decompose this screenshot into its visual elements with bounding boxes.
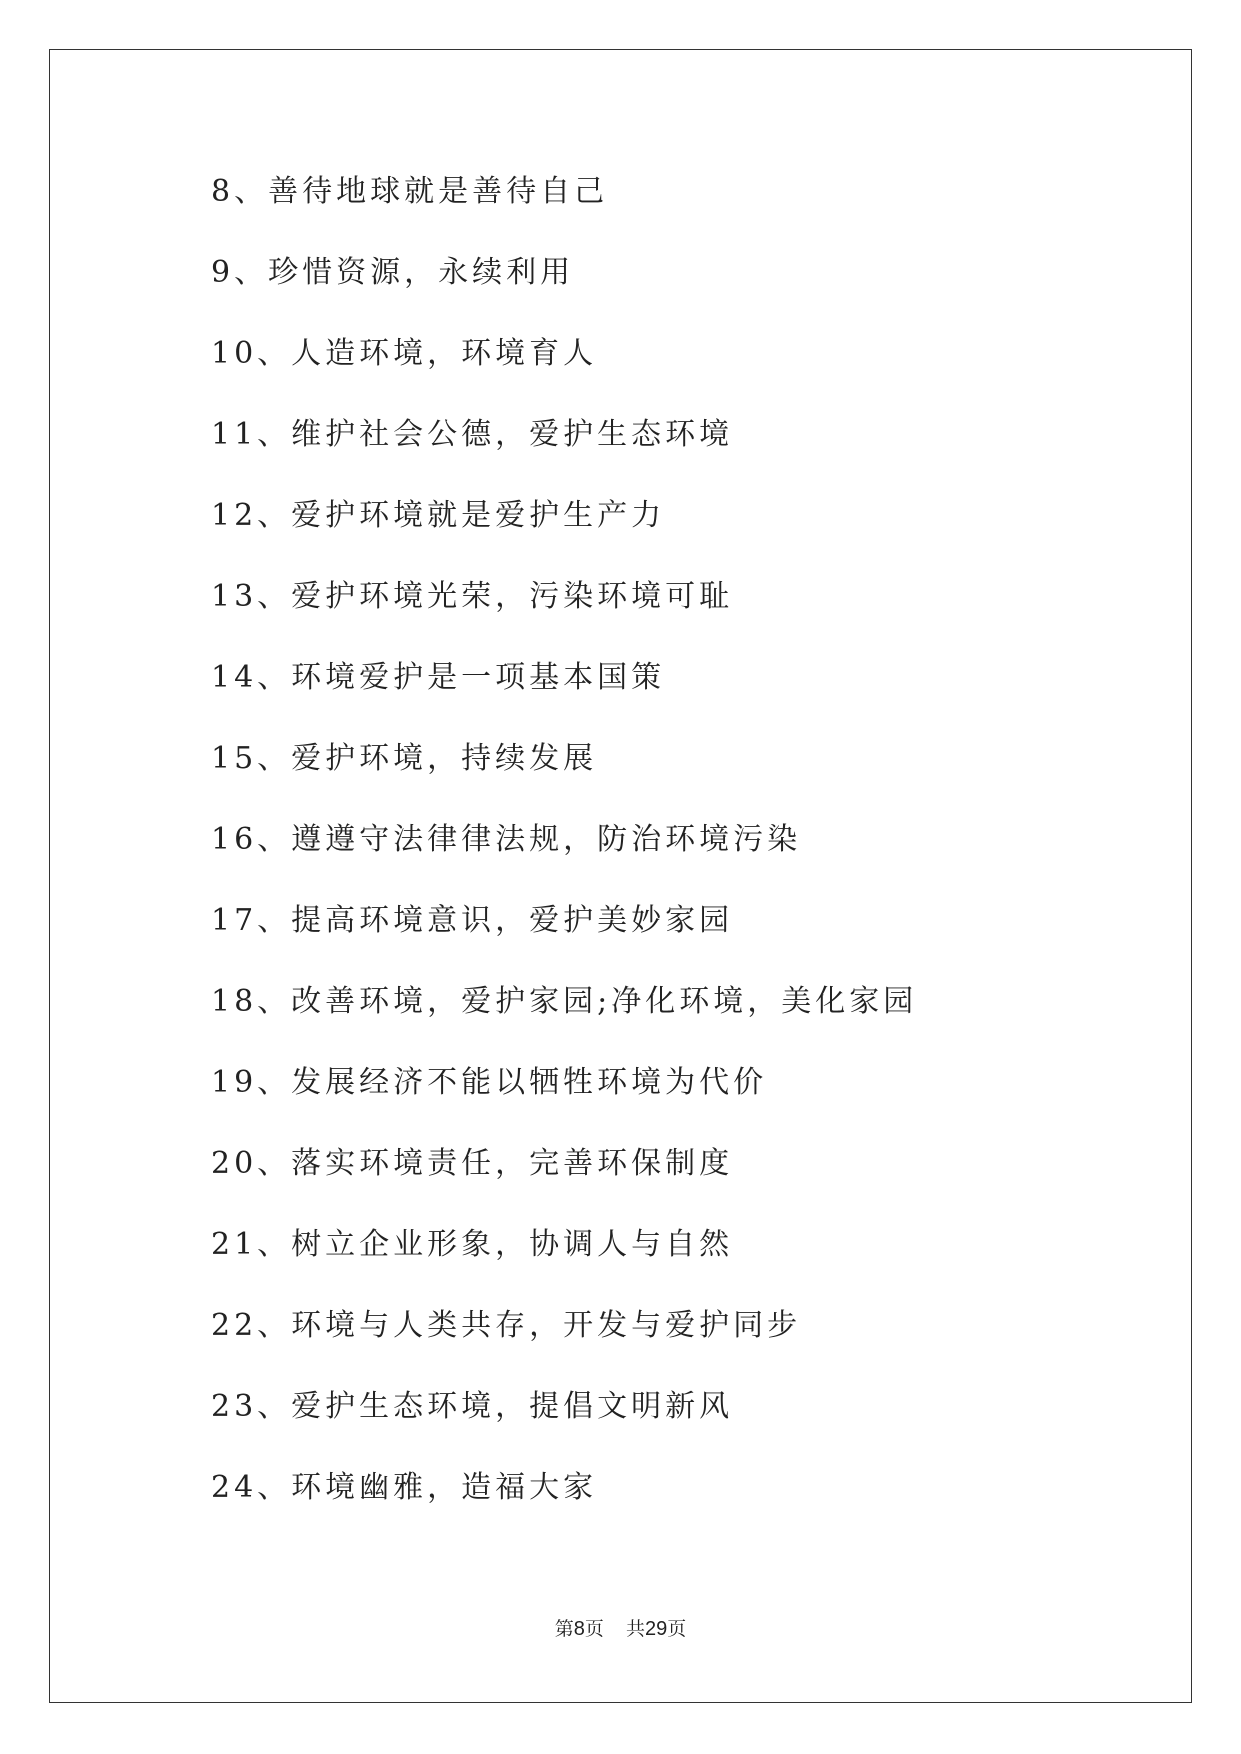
list-item: 13、爱护环境光荣，污染环境可耻 [211,579,734,614]
page-number-footer [0,1617,1241,1641]
slogan-list [211,172,917,1549]
list-item: 18、改善环境，爱护家园;净化环境，美化家园 [211,984,918,1019]
list-item: 20、落实环境责任，完善环保制度 [211,1146,734,1181]
list-item: 23、爱护生态环境，提倡文明新风 [211,1389,734,1424]
total-prefix: 共 [625,1618,645,1640]
list-item: 11、维护社会公德，爱护生态环境 [211,417,734,452]
list-item: 10、人造环境，环境育人 [211,336,598,371]
list-item: 22、环境与人类共存，开发与爱护同步 [211,1308,802,1343]
current-page-number: 8 [573,1618,585,1640]
list-item: 17、提高环境意识，爱护美妙家园 [211,903,734,938]
list-item: 16、遵遵守法律律法规，防治环境污染 [211,822,802,857]
list-item: 24、环境幽雅，造福大家 [211,1470,598,1505]
list-item: 15、爱护环境，持续发展 [211,741,598,776]
list-item: 14、环境爱护是一项基本国策 [211,660,666,695]
list-item: 12、爱护环境就是爱护生产力 [211,498,666,533]
list-item: 19、发展经济不能以牺牲环境为代价 [211,1065,768,1100]
page-prefix: 第 [554,1618,574,1640]
list-item: 8、善待地球就是善待自己 [211,174,609,209]
list-item: 21、树立企业形象，协调人与自然 [211,1227,734,1262]
total-page-number: 29 [644,1618,668,1640]
page-suffix: 页 [584,1618,604,1640]
list-item: 9、珍惜资源，永续利用 [211,255,575,290]
total-suffix: 页 [667,1618,687,1640]
